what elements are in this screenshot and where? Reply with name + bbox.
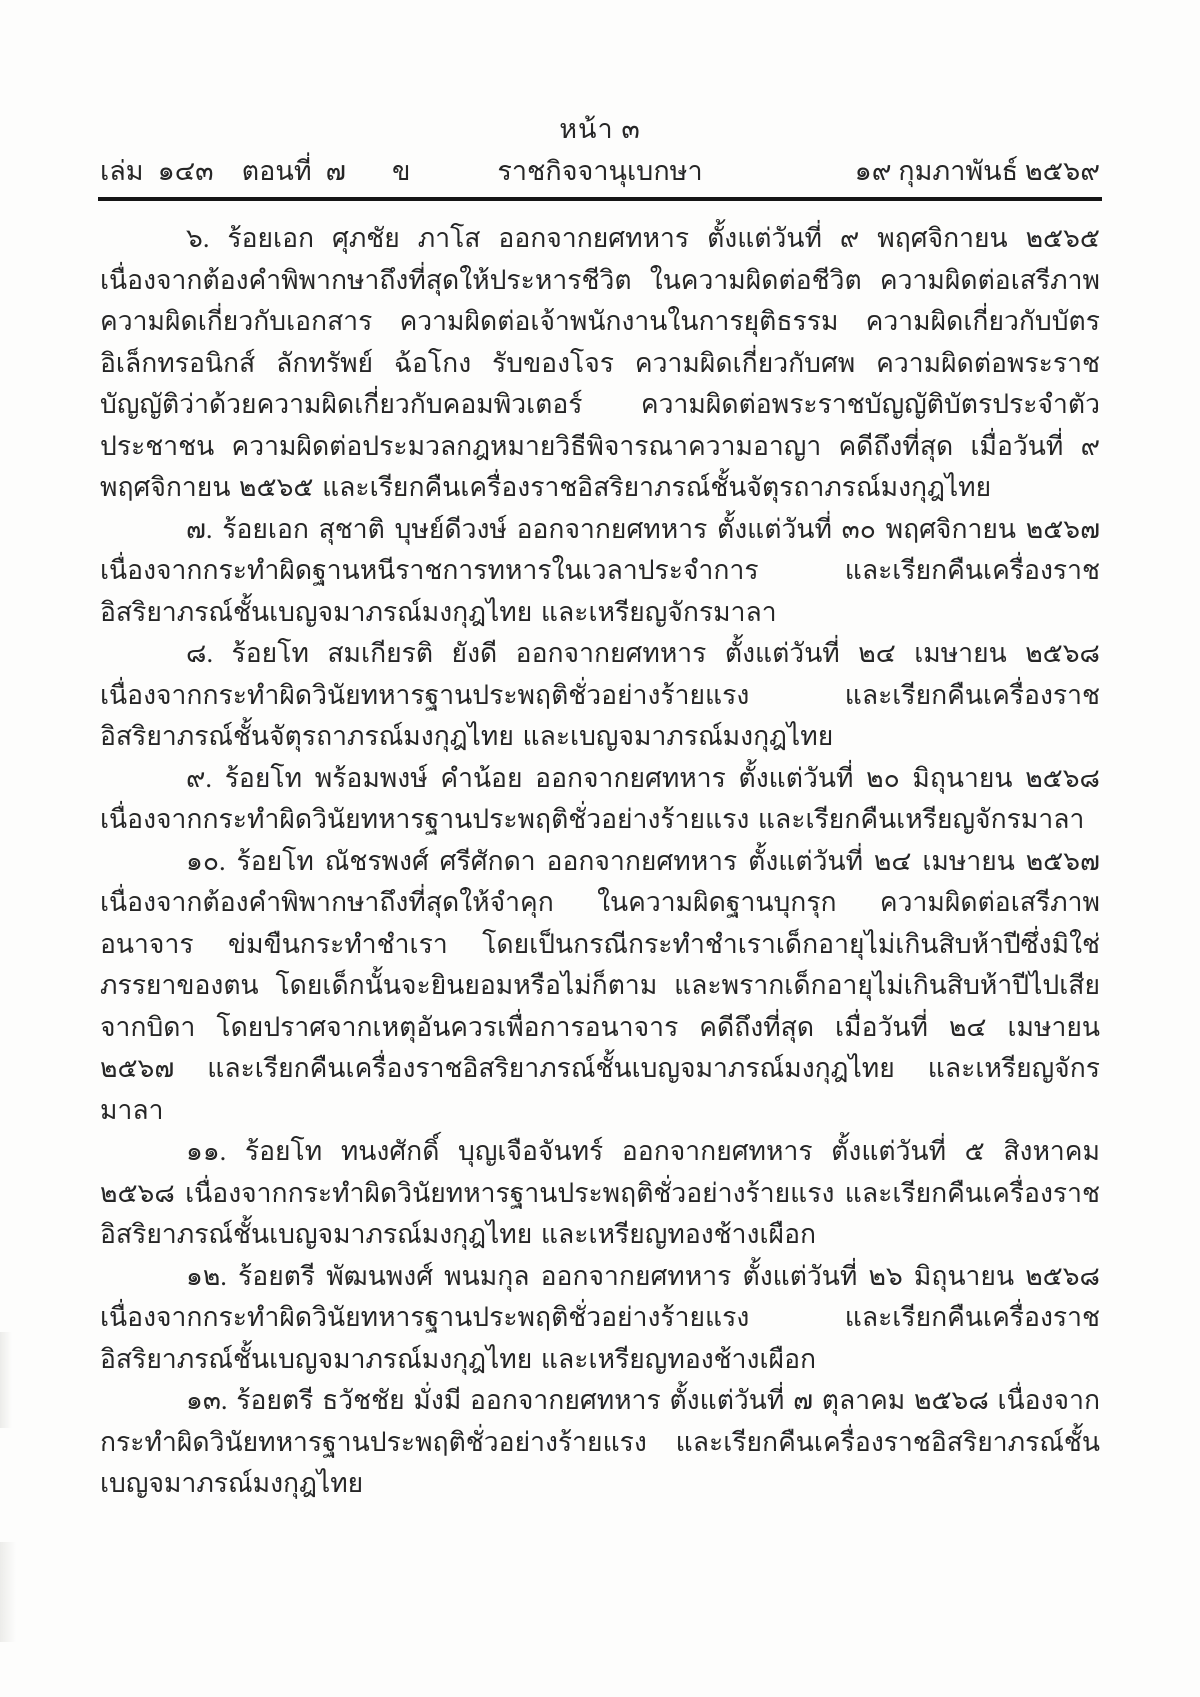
gazette-title: ราชกิจจานุเบกษา bbox=[497, 156, 703, 186]
gazette-paragraph: ๖. ร้อยเอก ศุภชัย ภาโส ออกจากยศทหาร ตั้งแต่วันที่ ๙ พฤศจิกายน ๒๕๖๕ เนื่องจากต้องคำพิพากษาถึงที่สุดให้ประหารชีวิต ในความผิดต่อชีวิต ความผิดต่อเสรีภาพ ความผิดเกี่ยวกับเอกสาร ความผิดต่อเจ้าพนักงานในการยุติธรรม ความผิดเกี่ยวกับบัตรอิเล็กทรอนิกส์ ลักทรัพย์ ฉ้อโกง รับของโจร ความผิดเกี่ยวกับศพ ความผิดต่อพระราชบัญญัติว่าด้วยความผิดเกี่ยวกับคอมพิวเตอร์ ความผิดต่อพระราชบัญญัติบัตรประจำตัวประชาชน ความผิดต่อประมวลกฎหมายวิธีพิจารณาความอาญา คดีถึงที่สุด เมื่อวันที่ ๙ พฤศจิกายน ๒๕๖๕ และเรียกคืนเครื่องราชอิสริยาภรณ์ชั้นจัตุรถาภรณ์มงกุฎไทย bbox=[100, 223, 1100, 502]
gazette-paragraph: ๑๑. ร้อยโท ทนงศักดิ์ บุญเจือจันทร์ ออกจากยศทหาร ตั้งแต่วันที่ ๕ สิงหาคม ๒๕๖๘ เนื่องจากกระทำผิดวินัยทหารฐานประพฤติชั่วอย่างร้ายแรง และเรียกคืนเครื่องราชอิสริยาภรณ์ชั้นเบญจมาภรณ์มงกุฎไทย และเหรียญทองช้างเผือก bbox=[100, 1136, 1100, 1249]
part-label: ตอนที่ bbox=[241, 156, 312, 186]
page-number: หน้า ๓ bbox=[559, 114, 641, 144]
gazette-paragraph: ๑๐. ร้อยโท ณัชรพงศ์ ศรีศักดา ออกจากยศทหาร ตั้งแต่วันที่ ๒๔ เมษายน ๒๕๖๗ เนื่องจากต้องคำพิพากษาถึงที่สุดให้จำคุก ในความผิดฐานบุกรุก ความผิดต่อเสรีภาพ อนาจาร ข่มขืนกระทำชำเรา โดยเป็นกรณีกระทำชำเราเด็กอายุไม่เกินสิบห้าปีซึ่งมิใช่ภรรยาของตน โดยเด็กนั้นจะยินยอมหรือไม่ก็ตาม และพรากเด็กอายุไม่เกินสิบห้าปีไปเสียจากบิดา โดยปราศจากเหตุอันควรเพื่อการอนาจาร คดีถึงที่สุด เมื่อวันที่ ๒๔ เมษายน ๒๕๖๗ และเรียกคืนเครื่องราชอิสริยาภรณ์ชั้นเบญจมาภรณ์มงกุฎไทย และเหรียญจักรมาลา bbox=[100, 845, 1100, 1125]
volume-label: เล่ม bbox=[100, 156, 144, 186]
gazette-date: ๑๙ กุมภาพันธ์ ๒๕๖๙ bbox=[854, 156, 1100, 186]
gazette-body bbox=[100, 218, 1100, 1505]
gazette-paragraph: ๑๓. ร้อยตรี ธวัชชัย มั่งมี ออกจากยศทหาร ตั้งแต่วันที่ ๗ ตุลาคม ๒๕๖๘ เนื่องจากกระทำผิดวินัยทหารฐานประพฤติชั่วอย่างร้ายแรง และเรียกคืนเครื่องราชอิสริยาภรณ์ชั้นเบญจมาภรณ์มงกุฎไทย bbox=[100, 1385, 1100, 1498]
gazette-paragraph: ๙. ร้อยโท พร้อมพงษ์ คำน้อย ออกจากยศทหาร ตั้งแต่วันที่ ๒๐ มิถุนายน ๒๕๖๘ เนื่องจากกระทำผิดวินัยทหารฐานประพฤติชั่วอย่างร้ายแรง และเรียกคืนเหรียญจักรมาลา bbox=[100, 762, 1100, 834]
header-meta-row bbox=[100, 154, 1100, 188]
header-divider bbox=[98, 197, 1102, 201]
gazette-paragraph: ๘. ร้อยโท สมเกียรติ ยังดี ออกจากยศทหาร ตั้งแต่วันที่ ๒๔ เมษายน ๒๕๖๘ เนื่องจากกระทำผิดวินัยทหารฐานประพฤติชั่วอย่างร้ายแรง และเรียกคืนเครื่องราชอิสริยาภรณ์ชั้นจัตุรถาภรณ์มงกุฎไทย และเบญจมาภรณ์มงกุฎไทย bbox=[100, 638, 1100, 751]
scan-artifact bbox=[0, 1542, 16, 1642]
volume-number: ๑๔๓ bbox=[157, 156, 214, 186]
volume-part-info bbox=[100, 154, 497, 188]
gazette-paragraph: ๗. ร้อยเอก สุชาติ บุษย์ดีวงษ์ ออกจากยศทหาร ตั้งแต่วันที่ ๓๐ พฤศจิกายน ๒๕๖๗ เนื่องจากกระทำผิดฐานหนีราชการทหารในเวลาประจำการ และเรียกคืนเครื่องราชอิสริยาภรณ์ชั้นเบญจมาภรณ์มงกุฎไทย และเหรียญจักรมาลา bbox=[100, 513, 1100, 627]
section-letter: ข bbox=[391, 156, 411, 186]
gazette-header bbox=[0, 0, 1200, 201]
scan-artifact bbox=[0, 1332, 12, 1428]
gazette-paragraph: ๑๒. ร้อยตรี พัฒนพงศ์ พนมกุล ออกจากยศทหาร ตั้งแต่วันที่ ๒๖ มิถุนายน ๒๕๖๘ เนื่องจากกระทำผิดวินัยทหารฐานประพฤติชั่วอย่างร้ายแรง และเรียกคืนเครื่องราชอิสริยาภรณ์ชั้นเบญจมาภรณ์มงกุฎไทย และเหรียญทองช้างเผือก bbox=[100, 1260, 1100, 1374]
part-number: ๗ bbox=[325, 156, 346, 186]
